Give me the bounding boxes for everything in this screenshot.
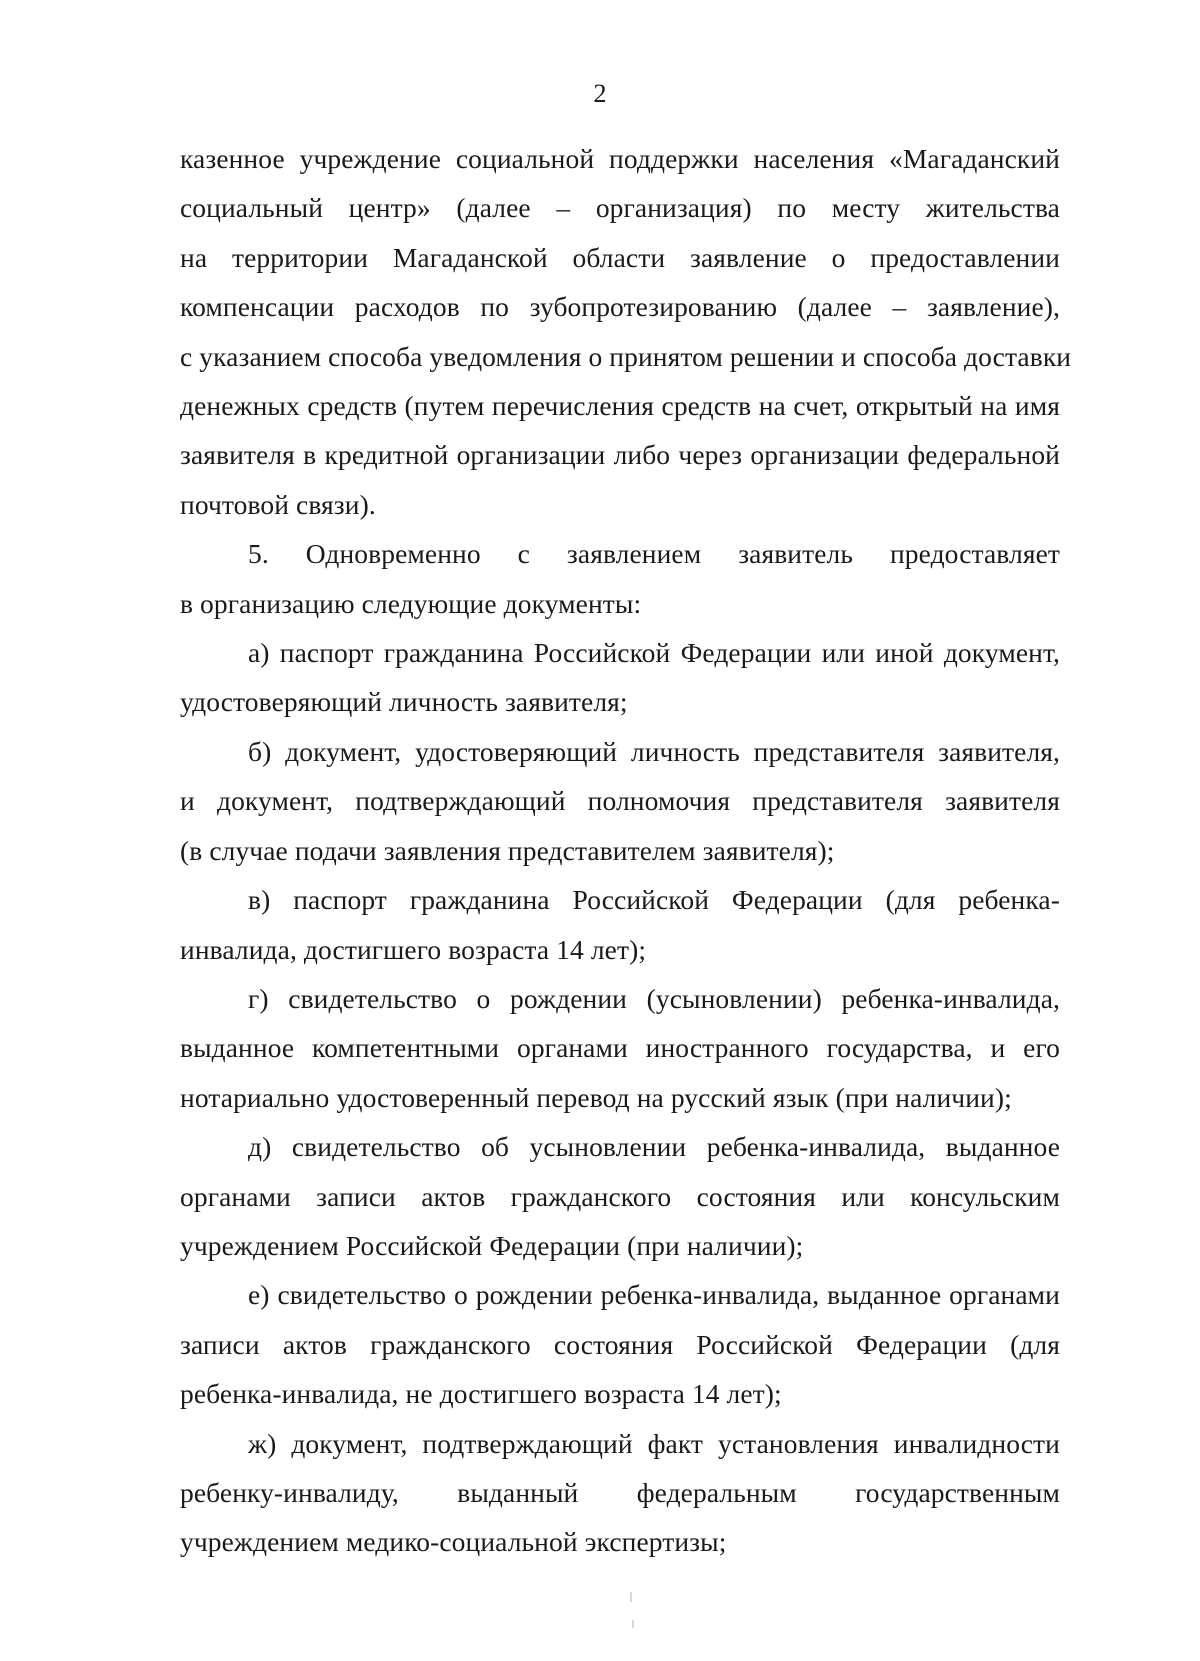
text-line: компенсации расходов по зубопротезированию (далее – заявление), [180,291,1060,323]
text-line: г) свидетельство о рождении (усыновлении) ребенка-инвалида, [248,982,1060,1014]
text-line: и документ, подтверждающий полномочия представителя заявителя [180,785,1060,817]
page-number: 2 [593,79,607,108]
paragraph-item-v [180,875,1060,974]
text-line: на территории Магаданской области заявление о предоставлении [180,241,1060,273]
text-line: е) свидетельство о рождении ребенка-инвалида, выданное органами [248,1279,1060,1311]
text-line: социальный центр» (далее – организация) по месту жительства [180,192,1060,224]
text-line: 5. Одновременно с заявлением заявитель предоставляет [248,538,1060,570]
text-line: (в случае подачи заявления представителем заявителя); [180,834,835,866]
text-line: учреждением Российской Федерации (при наличии); [180,1229,804,1261]
text-line: учреждением медико-социальной экспертизы; [180,1526,727,1558]
text-line: ребенка-инвалида, не достигшего возраста 14 лет); [180,1378,782,1410]
paragraph-item-g [180,974,1060,1122]
paragraph-item-b [180,727,1060,875]
text-line: а) паспорт гражданина Российской Федерации или иной документ, [248,637,1060,669]
paragraph-item-zh [180,1419,1060,1567]
text-line: ж) документ, подтверждающий факт установления инвалидности [248,1427,1060,1459]
paragraph-item-d [180,1122,1060,1270]
scan-artifact [630,1592,632,1602]
text-line: инвалида, достигшего возраста 14 лет); [180,933,647,965]
document-body [180,134,1072,1567]
text-line: в) паспорт гражданина Российской Федерации (для ребенка- [248,884,1060,916]
text-line: органами записи актов гражданского состояния или консульским [180,1180,1060,1212]
text-line: почтовой связи). [180,488,376,520]
text-line: в организацию следующие документы: [180,587,642,619]
text-line: казенное учреждение социальной поддержки населения «Магаданский [180,143,1060,174]
paragraph-item-e [180,1270,1060,1418]
text-line: ребенку-инвалиду, выданный федеральным государственным [180,1476,1060,1508]
text-line: выданное компетентными органами иностранного государства, и его [180,1032,1060,1064]
text-line: заявителя в кредитной организации либо через организации федеральной [180,439,1060,471]
scan-artifact [632,1620,634,1628]
paragraph-item-5 [180,529,1060,628]
text-line: б) документ, удостоверяющий личность представителя заявителя, [248,735,1060,767]
text-line: нотариально удостоверенный перевод на русский язык (при наличии); [180,1081,1012,1113]
paragraph-item-a [180,628,1060,727]
text-line: записи актов гражданского состояния Российской Федерации (для [180,1328,1060,1360]
text-line: удостоверяющий личность заявителя; [180,686,628,718]
text-line: денежных средств (путем перечисления средств на счет, открытый на имя [180,390,1060,422]
text-line: д) свидетельство об усыновлении ребенка-инвалида, выданное [248,1131,1060,1163]
paragraph-continuation [180,134,1072,529]
text-line: с указанием способа уведомления о принятом решении и способа доставки [180,340,1072,372]
